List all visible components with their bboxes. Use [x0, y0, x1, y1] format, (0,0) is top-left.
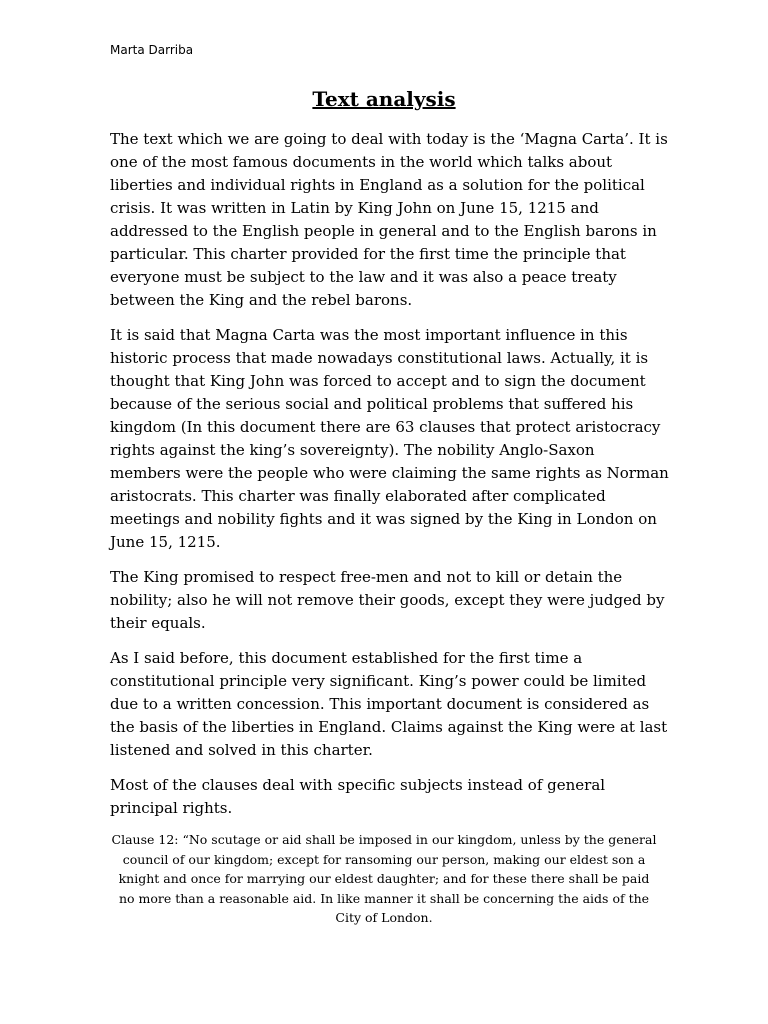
document-body	[110, 128, 670, 832]
paragraph-1: The text which we are going to deal with today is the ‘Magna Carta’. It is one of the most famous documents in the world which talks about liberties and individual rights in England as a solution for the political crisis. It was written in Latin by King John on June 15, 1215 and addressed to the English people in general and to the English barons in particular. This charter provided for the first time the principle that everyone must be subject to the law and it was also a peace treaty between the King and the rebel barons.	[110, 130, 668, 309]
paragraph-2: It is said that Magna Carta was the most important influence in this historic process that made nowadays constitutional laws. Actually, it is thought that King John was forced to accept and to sign the document because of the serious social and political problems that suffered his kingdom (In this document there are 63 clauses that protect aristocracy rights against the king’s sovereignty). The nobility Anglo-Saxon members were the people who were claiming the same rights as Norman aristocrats. This charter was finally elaborated after complicated meetings and nobility fights and it was signed by the King in London on June 15, 1215.	[110, 326, 669, 551]
paragraph-4: As I said before, this document established for the first time a constitutional principle very significant. King’s power could be limited due to a written concession. This important document is considered as the basis of the liberties in England. Claims against the King were at last listened and solved in this charter.	[110, 649, 668, 759]
document-title: Text analysis	[312, 87, 456, 111]
paragraph-5: Most of the clauses deal with specific subjects instead of general principal rights.	[110, 776, 606, 817]
clause-quote: Clause 12: “No scutage or aid shall be imposed in our kingdom, unless by the general council of our kingdom; except for ransoming our person, making our eldest son a knight and once for marrying our eldest daughter; and for these there shall be paid no more than a reasonable aid. In like manner it shall be concerning the aids of the City of London.	[111, 832, 657, 925]
paragraph-3: The King promised to respect free-men and not to kill or detain the nobility; also he will not remove their goods, except they were judged by their equals.	[110, 568, 665, 632]
author-name: Marta Darriba	[110, 43, 194, 57]
